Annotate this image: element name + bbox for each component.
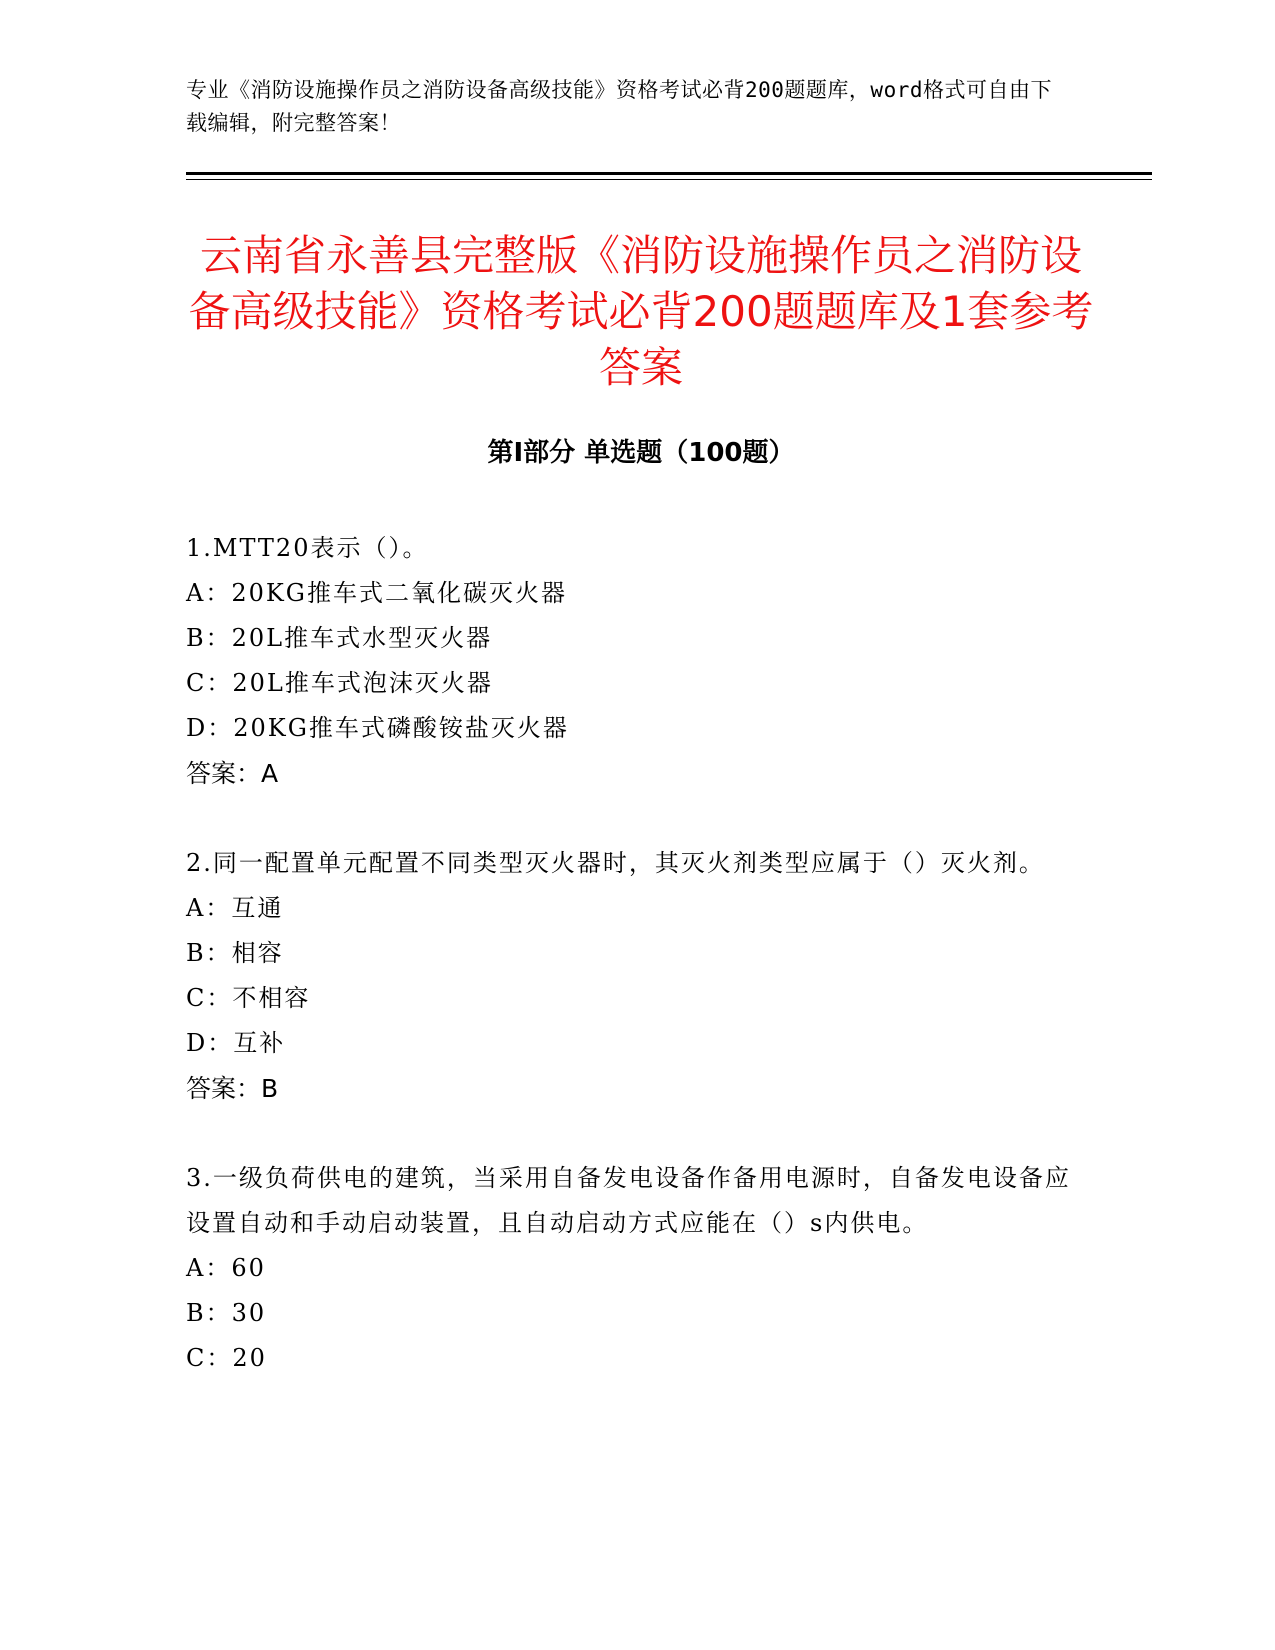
option-a: A：60 [186, 1254, 266, 1282]
answer: 答案：A [186, 759, 279, 788]
option-b: B：20L推车式水型灭火器 [186, 624, 493, 652]
document-title: 云南省永善县完整版《消防设施操作员之消防设备高级技能》资格考试必背200题题库及1套参考答案 [188, 231, 1094, 392]
option-c: C：20L推车式泡沫灭火器 [186, 669, 493, 697]
question-stem: 1.MTT20表示（）。 [186, 534, 429, 562]
question-stem: 2.同一配置单元配置不同类型灭火器时，其灭火剂类型应属于（）灭火剂。 [186, 849, 1045, 877]
question-2 [186, 841, 1086, 1111]
question-1 [186, 526, 1086, 796]
option-d: D：互补 [186, 1029, 286, 1057]
header-divider-thick [186, 172, 1152, 175]
question-stem: 3.一级负荷供电的建筑，当采用自备发电设备作备用电源时，自备发电设备应设置自动和手动启动装置，且自动启动方式应能在（）s内供电。 [186, 1164, 1071, 1237]
header-divider-thin [186, 179, 1152, 180]
option-d: D：20KG推车式磷酸铵盐灭火器 [186, 714, 569, 742]
question-list [186, 526, 1086, 1426]
option-b: B：30 [186, 1299, 267, 1327]
section-heading: 第I部分 单选题（100题） [487, 438, 795, 468]
option-b: B：相容 [186, 939, 284, 967]
option-c: C：不相容 [186, 984, 311, 1012]
answer: 答案：B [186, 1074, 279, 1103]
header-note: 专业《消防设施操作员之消防设备高级技能》资格考试必背200题题库，word格式可自由下载编辑，附完整答案！ [186, 78, 1052, 135]
option-c: C：20 [186, 1344, 267, 1372]
option-a: A：20KG推车式二氧化碳灭火器 [186, 579, 567, 607]
option-a: A：互通 [186, 894, 284, 922]
question-3 [186, 1156, 1086, 1381]
